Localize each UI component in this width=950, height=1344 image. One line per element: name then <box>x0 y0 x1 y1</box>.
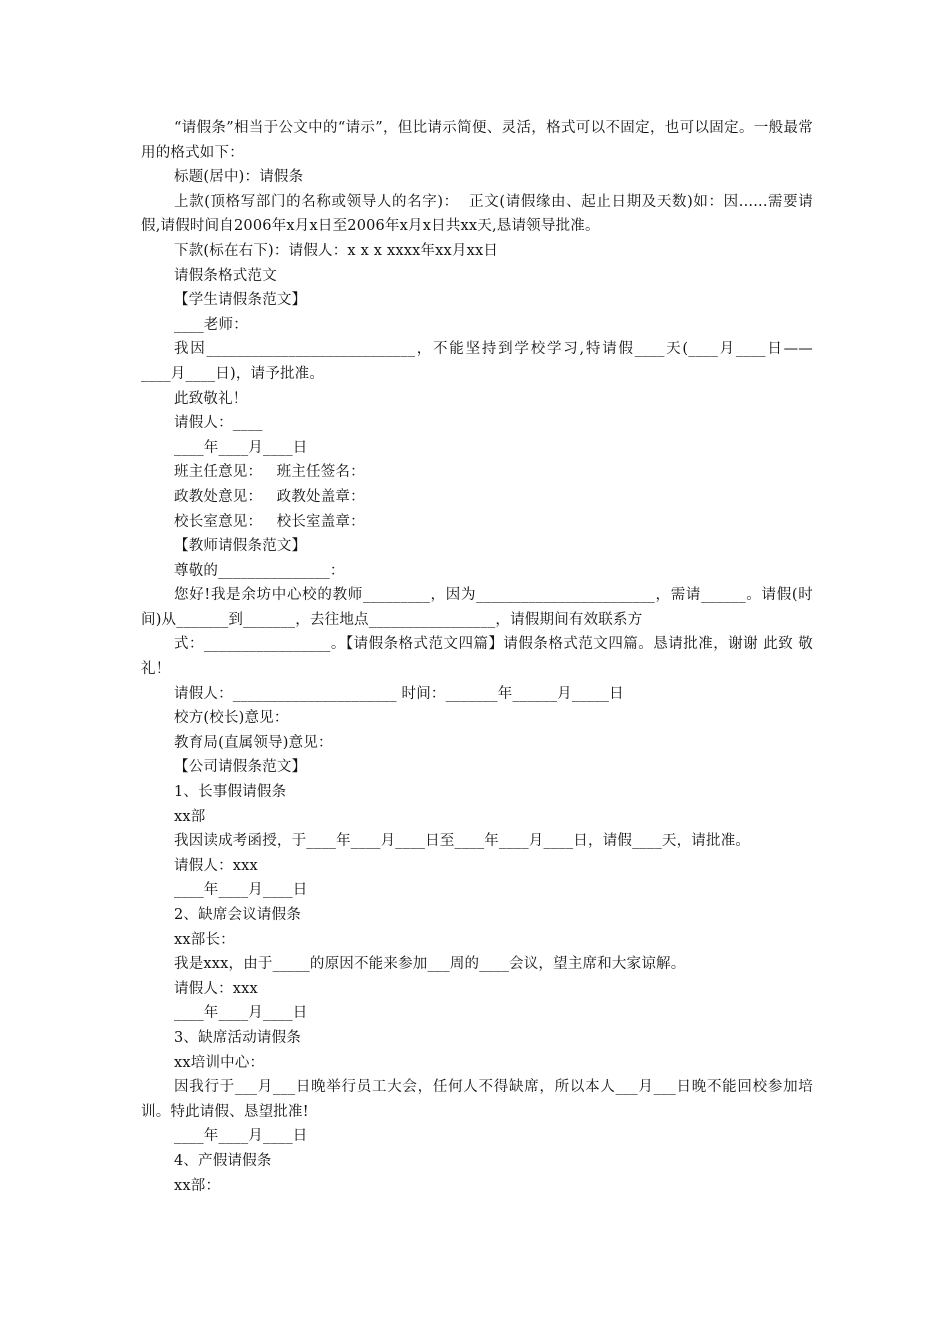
format-signature-line: 下款(标在右下)：请假人：x x x xxxx年xx月xx日 <box>174 242 499 259</box>
company-sub-2: 2、缺席会议请假条 <box>174 907 302 923</box>
student-approval-2: 政教处意见： 政教处盖章： <box>174 488 365 505</box>
student-approval-1: 班主任意见： 班主任签名： <box>174 464 365 481</box>
company-1-dept: xx部 <box>174 808 206 825</box>
teacher-body: 您好!我是余坊中心校的教师_________，因为________________________，需请______。请假(时间)从_______到_______，去往地点_________________，请假期间有效联系方 <box>141 587 813 628</box>
heading-student: 【学生请假条范文】 <box>174 292 307 309</box>
teacher-approval-2: 教育局(直属领导)意见： <box>174 734 333 751</box>
company-sub-1: 1、长事假请假条 <box>174 784 287 801</box>
student-signer: 请假人：____ <box>174 415 263 432</box>
student-closing: 此致敬礼！ <box>174 390 248 407</box>
company-3-dept: xx培训中心： <box>174 1054 265 1071</box>
company-2-dept: xx部长： <box>174 931 235 948</box>
teacher-salutation: 尊敬的_______________： <box>174 562 345 579</box>
section-title: 请假条格式范文 <box>174 267 277 284</box>
format-salutation-line: 上款(顶格写部门的名称或领导人的名字)： 正文(请假缘由、起止日期及天数)如：因......需要请假,请假时间自2006年x月x日至2006年x月x日共xx天,恳请领导批准。 <box>141 193 813 235</box>
teacher-body-cont: 式：_________________。【请假条格式范文四篇】请假条格式范文四篇。恳请批准，谢谢 此致 敬礼！ <box>141 636 813 678</box>
document-body <box>141 116 823 1198</box>
company-1-body: 我因读成考函授，于____年____月____日至____年____月____日，请假____天，请批准。 <box>174 833 751 850</box>
company-2-signer: 请假人：xxx <box>174 980 258 997</box>
format-title-line: 标题(居中)：请假条 <box>174 169 304 186</box>
intro-paragraph: “请假条”相当于公文中的“请示”，但比请示简便、灵活，格式可以不固定，也可以固定。一般最常用的格式如下： <box>141 120 813 161</box>
heading-teacher: 【教师请假条范文】 <box>174 538 307 555</box>
company-sub-3: 3、缺席活动请假条 <box>174 1029 302 1046</box>
company-2-body: 我是xxx，由于_____的原因不能来参加___周的____会议，望主席和大家谅解。 <box>174 956 686 973</box>
heading-company: 【公司请假条范文】 <box>174 759 307 776</box>
student-body: 我因____________________________，不能坚持到学校学习,特请假____天(____月____日—— ____月____日)，请予批准。 <box>141 341 823 382</box>
company-3-body: 因我行于___月___日晚举行员工大会，任何人不得缺席，所以本人___月___日晚不能回校参加培训。特此请假、恳望批准! <box>141 1079 813 1120</box>
student-approval-3: 校长室意见： 校长室盖章： <box>174 513 365 530</box>
teacher-signer: 请假人：______________________ 时间：_______年______月_____日 <box>174 685 624 702</box>
company-1-signer: 请假人：xxx <box>174 857 258 874</box>
teacher-approval-1: 校方(校长)意见： <box>174 710 289 727</box>
company-4-dept: xx部： <box>174 1177 221 1194</box>
student-salutation: ____老师： <box>174 316 248 333</box>
student-date: ____年____月____日 <box>174 439 308 456</box>
company-sub-4: 4、产假请假条 <box>174 1152 272 1169</box>
company-2-date: ____年____月____日 <box>174 1005 308 1022</box>
company-3-date: ____年____月____日 <box>174 1128 308 1145</box>
company-1-date: ____年____月____日 <box>174 882 308 899</box>
